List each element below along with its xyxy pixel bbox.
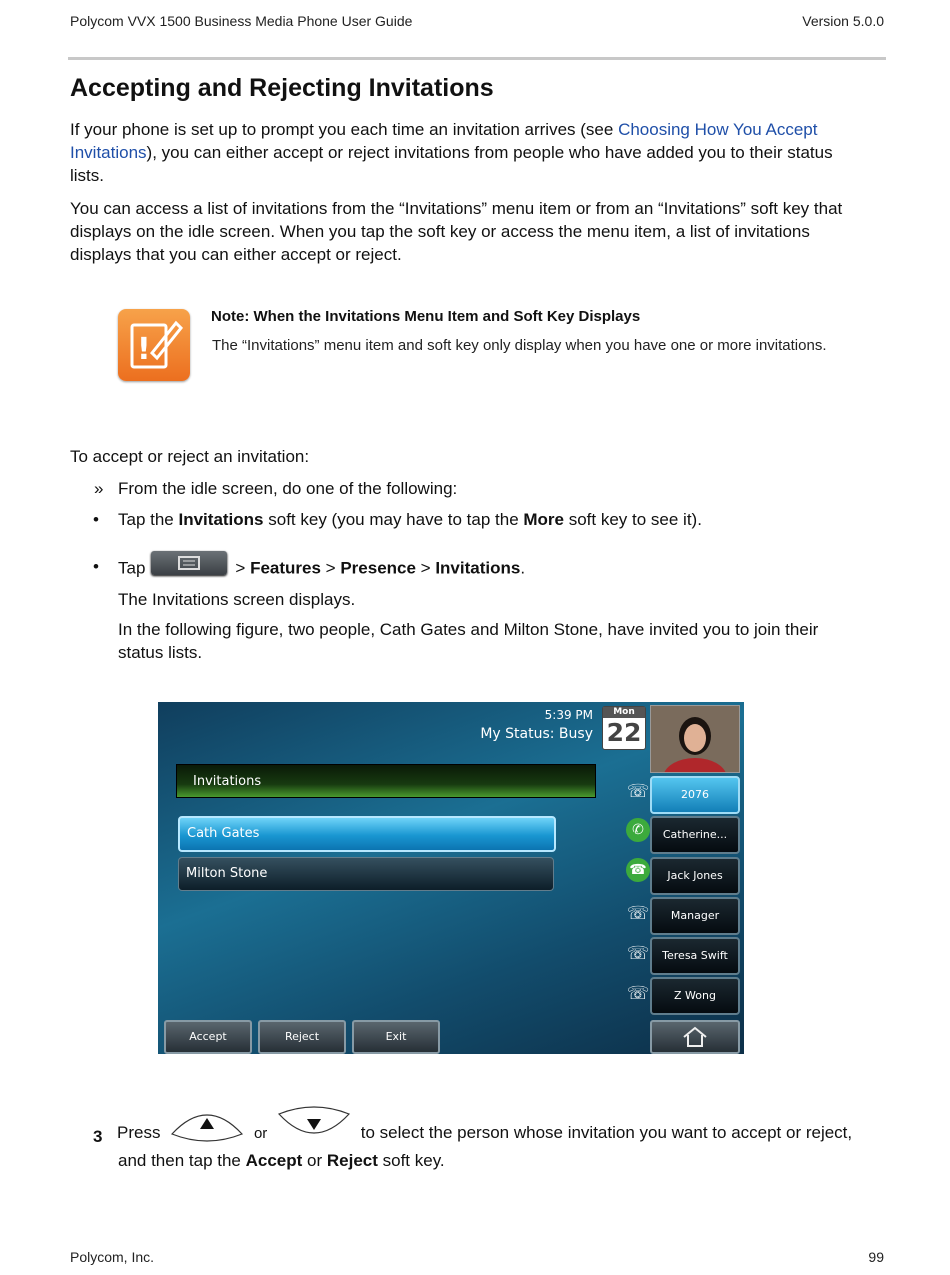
invitations-term: Invitations xyxy=(435,558,521,578)
invitation-name: Milton Stone xyxy=(186,866,268,881)
line-key-manager[interactable]: Manager xyxy=(650,897,740,935)
up-arrow-key-icon xyxy=(169,1104,245,1144)
reject-term: Reject xyxy=(326,1151,378,1170)
line-key-z-wong[interactable]: Z Wong xyxy=(650,977,740,1015)
invitation-item-cath-gates[interactable] xyxy=(178,816,556,852)
footer-company: Polycom, Inc. xyxy=(70,1249,155,1265)
down-arrow-key-icon xyxy=(276,1104,352,1144)
note-body: The “Invitations” menu item and soft key only display when you have one or more invitations. xyxy=(212,337,827,354)
header-title: Polycom VVX 1500 Business Media Phone User Guide xyxy=(70,13,413,29)
reject-softkey[interactable]: Reject xyxy=(258,1020,346,1054)
step-tap-softkey xyxy=(118,510,702,530)
page-title: Accepting and Rejecting Invitations xyxy=(70,74,494,102)
svg-text:!: ! xyxy=(137,332,151,367)
text: > xyxy=(320,558,341,578)
text: or xyxy=(302,1151,327,1170)
home-icon xyxy=(680,1026,710,1048)
text: soft key. xyxy=(377,1151,445,1170)
more-term: More xyxy=(523,510,564,529)
step3-line2 xyxy=(118,1149,878,1172)
bullet-marker: • xyxy=(93,557,99,576)
line-key-teresa-swift[interactable]: Teresa Swift xyxy=(650,937,740,975)
speed-dial-icon: ☏ xyxy=(626,983,650,1004)
bullet-marker: » xyxy=(94,479,104,498)
text: Tap xyxy=(118,558,146,578)
home-button[interactable] xyxy=(650,1020,740,1054)
speed-dial-icon: ☏ xyxy=(626,903,650,924)
handset-idle-icon: ☏ xyxy=(626,781,650,802)
screen-displays-text: The Invitations screen displays. xyxy=(118,590,356,609)
calendar-date: 22 xyxy=(606,718,642,747)
text: or xyxy=(253,1125,268,1142)
invitations-list-title: Invitations xyxy=(193,774,262,789)
presence-term: Presence xyxy=(340,558,416,578)
paragraph-access: You can access a list of invitations from the “Invitations” menu item or from an “Invitations” soft key that displays on the idle screen. When you tap the soft key or access the menu item, a list of invitations displays that you can either accept or reject. xyxy=(70,199,843,264)
bullet-marker: • xyxy=(93,510,99,529)
calendar-day: Mon xyxy=(603,707,645,718)
paragraph-intro xyxy=(70,118,870,187)
text: to select the person whose invitation you want to accept or reject, xyxy=(360,1123,853,1142)
my-status: My Status: Busy xyxy=(480,726,593,742)
header-rule xyxy=(68,57,886,60)
text: > xyxy=(415,558,436,578)
user-photo xyxy=(650,705,740,773)
invitations-list-header xyxy=(176,764,596,798)
choosing-accept-link[interactable]: Choosing How You Accept Invitations xyxy=(70,120,818,162)
note-title: Note: When the Invitations Menu Item and Soft Key Displays xyxy=(211,308,641,325)
menu-key-icon xyxy=(151,551,227,575)
step-tap-menu xyxy=(118,557,525,581)
paragraph-intro-post: ), you can either accept or reject invitations from people who have added you to their status lists. xyxy=(70,143,833,185)
call-held-icon: ☎ xyxy=(626,858,650,882)
invitations-term: Invitations xyxy=(178,510,264,529)
accept-softkey[interactable]: Accept xyxy=(164,1020,252,1054)
text: Tap the xyxy=(118,510,179,529)
text: and then tap the xyxy=(118,1151,246,1170)
invitation-name: Cath Gates xyxy=(187,826,260,841)
text: > xyxy=(235,558,251,578)
step-idle-screen: From the idle screen, do one of the following: xyxy=(118,479,458,498)
calendar-icon xyxy=(602,706,646,750)
text: Press xyxy=(117,1123,161,1142)
call-active-icon: ✆ xyxy=(626,818,650,842)
text: soft key (you may have to tap the xyxy=(263,510,524,529)
paragraph-intro-pre: If your phone is set up to prompt you each time an invitation arrives (see xyxy=(70,120,619,139)
header-version: Version 5.0.0 xyxy=(802,13,884,29)
line-key-jack-jones[interactable]: Jack Jones xyxy=(650,857,740,895)
phone-screen-figure xyxy=(158,702,744,1054)
step-number: 3 xyxy=(93,1127,103,1146)
line-key-catherine[interactable]: Catherine... xyxy=(650,816,740,854)
note-icon xyxy=(118,309,190,381)
exit-softkey[interactable]: Exit xyxy=(352,1020,440,1054)
invitation-item-milton-stone[interactable] xyxy=(178,857,554,891)
text: soft key to see it). xyxy=(564,510,702,529)
figure-description: In the following figure, two people, Cath Gates and Milton Stone, have invited you to join their status lists. xyxy=(118,620,819,662)
accept-term: Accept xyxy=(245,1151,303,1170)
page-number: 99 xyxy=(868,1249,884,1265)
features-term: Features xyxy=(250,558,321,578)
line-key-2076[interactable]: 2076 xyxy=(650,776,740,814)
procedure-intro: To accept or reject an invitation: xyxy=(70,447,310,466)
text: . xyxy=(520,558,526,578)
speed-dial-icon: ☏ xyxy=(626,943,650,964)
clock: 5:39 PM xyxy=(544,708,593,722)
